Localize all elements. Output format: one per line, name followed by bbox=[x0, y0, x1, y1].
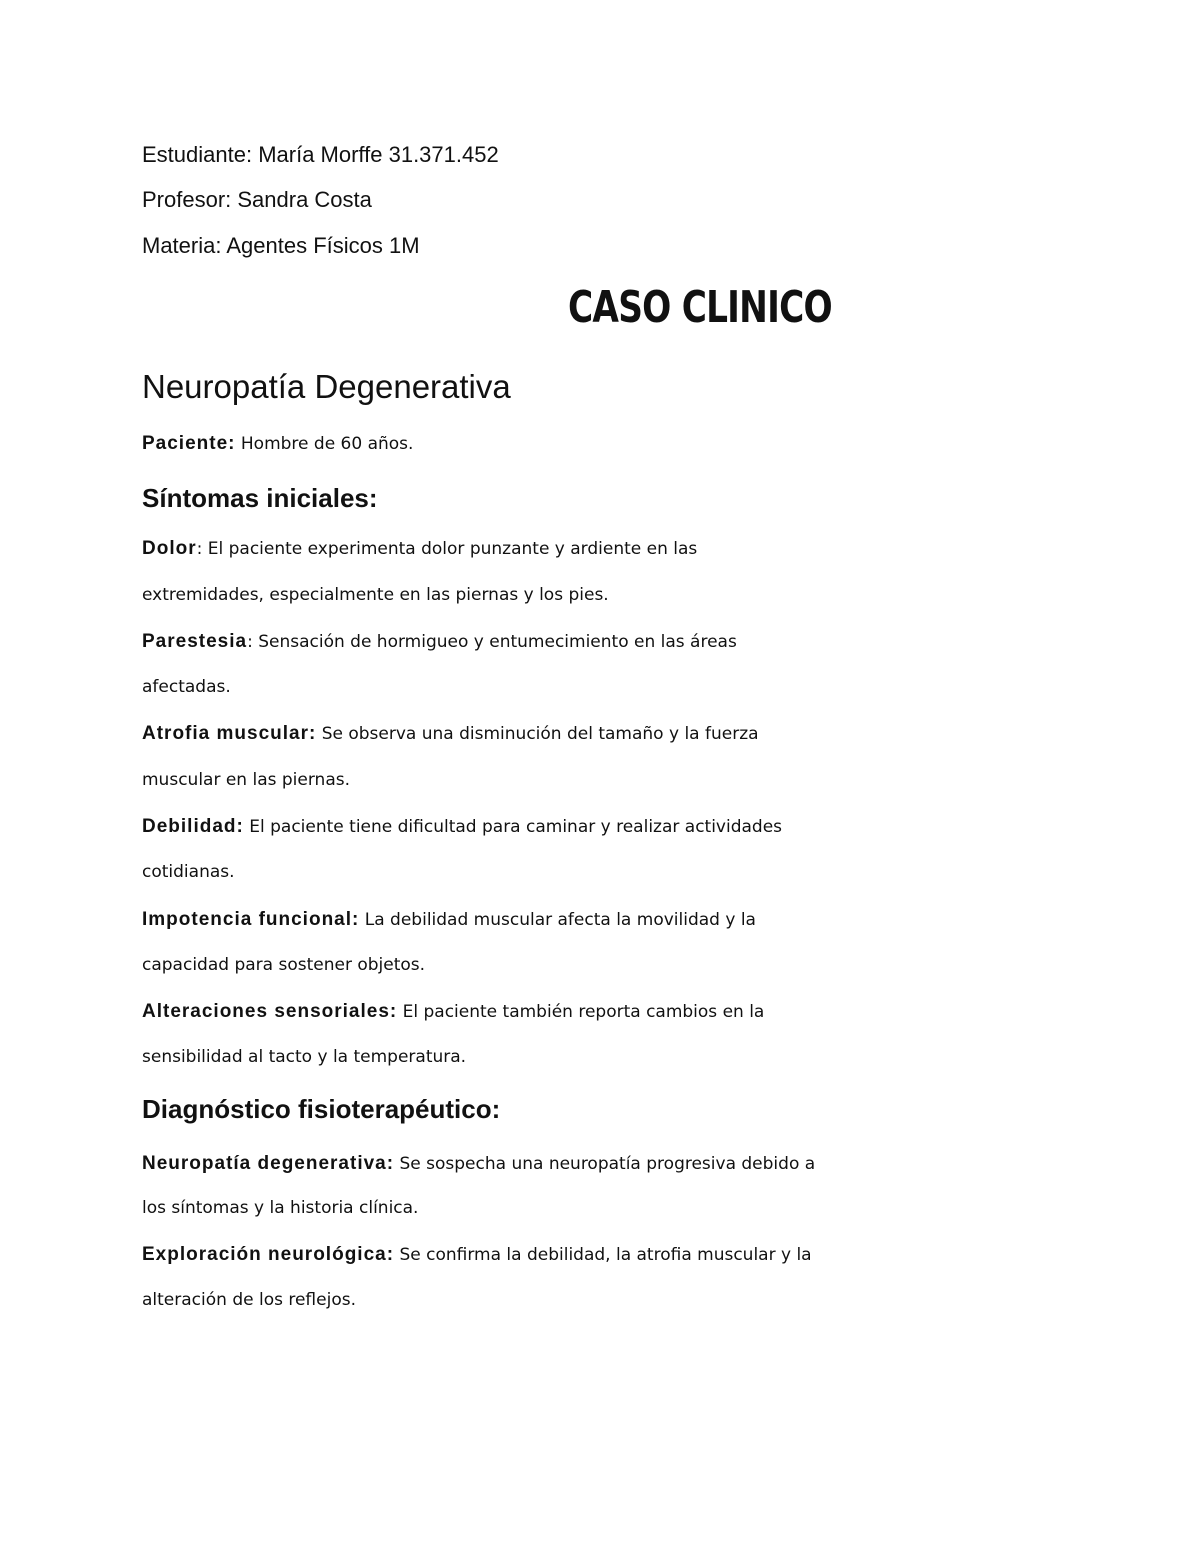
symptom-text: El paciente también reporta cambios en la bbox=[397, 1002, 765, 1022]
diagnosis-neuropatia-continuation: los síntomas y la historia clínica. bbox=[142, 1198, 419, 1218]
symptom-atrofia bbox=[142, 723, 759, 745]
patient-label: Paciente: bbox=[142, 433, 236, 454]
patient-line bbox=[142, 433, 413, 455]
symptom-text: : El paciente experimenta dolor punzante y ardiente en las bbox=[196, 539, 698, 559]
symptom-text: Se observa una disminución del tamaño y la fuerza bbox=[316, 724, 759, 744]
diagnosis-exploracion-continuation: alteración de los reflejos. bbox=[142, 1290, 356, 1310]
symptom-text: El paciente tiene dificultad para caminar y realizar actividades bbox=[243, 817, 783, 837]
subject-line: Materia: Agentes Físicos 1M bbox=[142, 233, 420, 258]
main-heading: Neuropatía Degenerativa bbox=[142, 368, 511, 405]
diagnosis-heading: Diagnóstico fisioterapéutico: bbox=[142, 1094, 501, 1124]
patient-text: Hombre de 60 años. bbox=[235, 434, 414, 454]
symptom-impotencia bbox=[142, 909, 756, 931]
symptom-debilidad-continuation: cotidianas. bbox=[142, 862, 235, 882]
symptom-term: Dolor bbox=[142, 538, 197, 559]
diagnosis-neuropatia bbox=[142, 1153, 815, 1175]
symptom-dolor bbox=[142, 538, 697, 560]
diagnosis-text: Se sospecha una neuropatía progresiva debido a bbox=[394, 1154, 816, 1174]
symptom-impotencia-continuation: capacidad para sostener objetos. bbox=[142, 955, 426, 975]
diagnosis-text: Se confirma la debilidad, la atrofia muscular y la bbox=[394, 1245, 812, 1265]
symptom-atrofia-continuation: muscular en las piernas. bbox=[142, 770, 351, 790]
symptom-term: Impotencia funcional: bbox=[142, 909, 360, 930]
symptom-debilidad bbox=[142, 816, 782, 838]
symptom-text: La debilidad muscular afecta la movilidad y la bbox=[359, 910, 756, 930]
symptom-term: Atrofia muscular: bbox=[142, 723, 317, 744]
symptom-term: Parestesia bbox=[142, 631, 248, 652]
diagnosis-exploracion bbox=[142, 1244, 812, 1266]
symptom-text: : Sensación de hormigueo y entumecimiento en las áreas bbox=[247, 632, 737, 652]
symptom-alteraciones bbox=[142, 1001, 764, 1023]
symptom-term: Alteraciones sensoriales: bbox=[142, 1001, 398, 1022]
caso-clinico-title: CASO CLINICO bbox=[568, 282, 832, 333]
student-line: Estudiante: María Morffe 31.371.452 bbox=[142, 142, 499, 167]
diagnosis-term: Neuropatía degenerativa: bbox=[142, 1153, 395, 1174]
symptoms-heading: Síntomas iniciales: bbox=[142, 483, 378, 513]
symptom-alteraciones-continuation: sensibilidad al tacto y la temperatura. bbox=[142, 1047, 467, 1067]
symptom-term: Debilidad: bbox=[142, 816, 244, 837]
professor-line: Profesor: Sandra Costa bbox=[142, 187, 372, 212]
symptom-dolor-continuation: extremidades, especialmente en las piernas y los pies. bbox=[142, 585, 609, 605]
symptom-parestesia-continuation: afectadas. bbox=[142, 677, 231, 697]
diagnosis-term: Exploración neurológica: bbox=[142, 1244, 395, 1265]
symptom-parestesia bbox=[142, 631, 737, 653]
